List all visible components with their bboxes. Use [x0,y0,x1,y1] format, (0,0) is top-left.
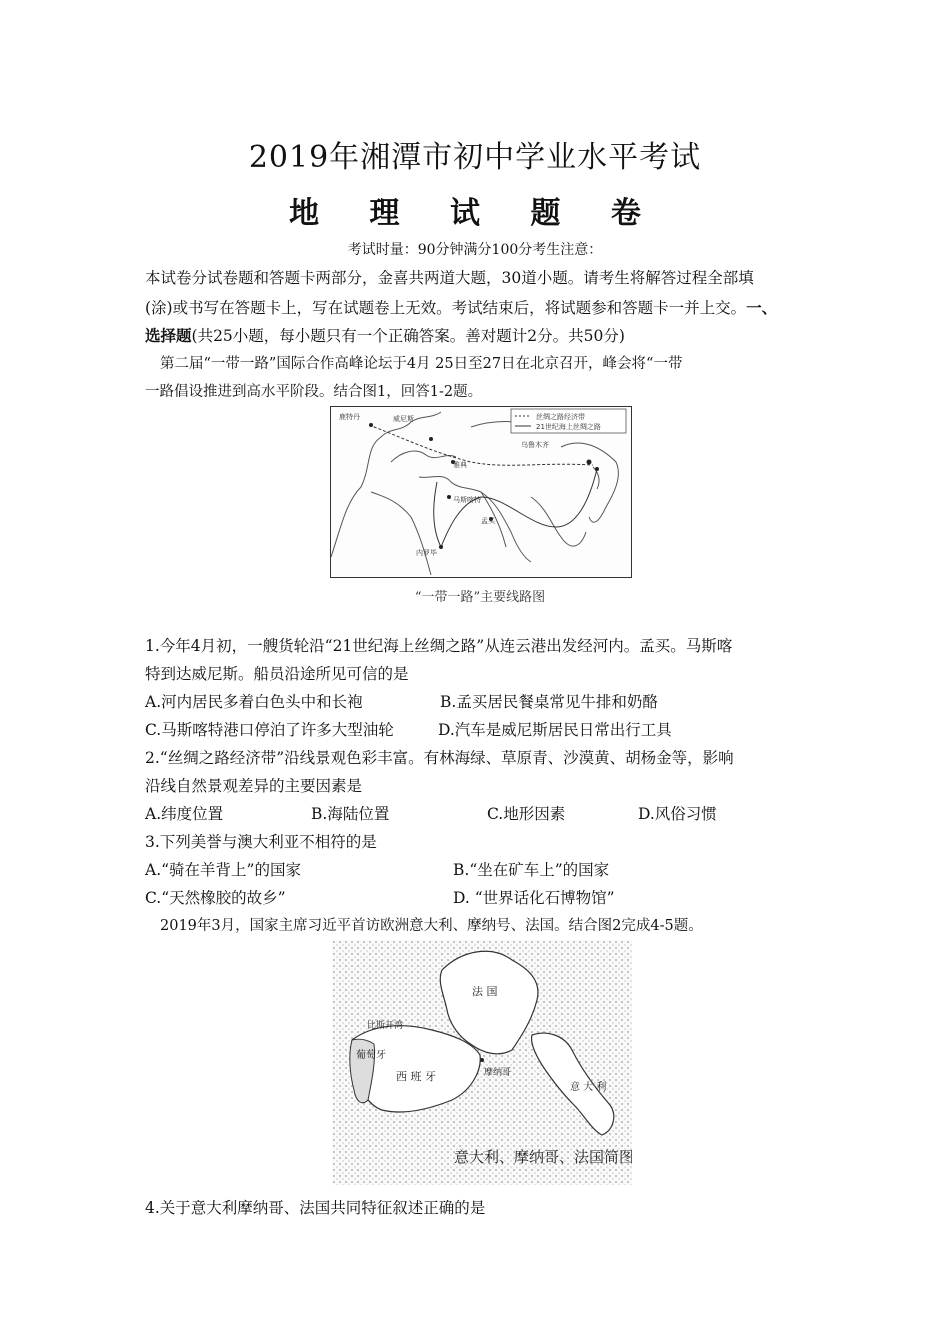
section-instructions: (共25小题，每小题只有一个正确答案。善对题计2分。共50分) [191,327,625,345]
q2-option-a: A.纬度位置 [145,805,224,823]
context1-line-2: 一路倡设推进到高水平阶段。结合图1，回答1-2题。 [145,384,483,400]
map1-caption: “一带一路”主要线路图 [414,590,546,605]
section-heading: 选择题 [145,326,192,345]
map2-caption: 意大利、摩纳哥、法国简图 [454,1148,632,1166]
exam-notice: 考试时量：90分钟满分100分考生注意： [347,242,603,258]
map2-label-france: 法 国 [472,985,498,998]
q2-option-d: D.风俗习惯 [638,805,717,823]
exam-subtitle: 地 理 试 题 卷 [289,196,661,231]
q2-line-1: 2.“丝绸之路经济带”沿线景观色彩丰富。有林海绿、草原青、沙漠黄、胡杨金等，影响 [145,749,734,767]
intro-line-3 [145,324,625,346]
belt-road-map [330,406,632,578]
map2-label-spain: 西 班 牙 [396,1070,436,1083]
q1-line-2: 特到达威尼斯。船员沿途所见可信的是 [145,665,409,683]
map1-label-nairobi: 内罗毕 [416,549,437,557]
map1-legend-1: 丝绸之路经济带 [536,413,585,421]
intro-line-2-text: (涂)或书写在答题卡上，写在试题卷上无效。考试结束后，将试题参和答题卡一并上交。 [145,299,747,317]
map1-label-venice: 威尼斯 [393,415,414,423]
q4-line-1: 4.关于意大利摩纳哥、法国共同特征叙述正确的是 [145,1199,486,1217]
q3-option-c: C.“天然橡胶的故乡” [145,889,286,907]
map2-label-monaco: 摩纳哥 [484,1068,512,1078]
q2-option-c: C.地形因素 [487,805,566,823]
section-number: 一、 [746,298,778,317]
q2-option-b: B.海陆位置 [311,805,390,823]
q1-option-a: A.河内居民多着白色头中和长袍 [145,693,363,711]
intro-line-2 [145,296,777,318]
belt-road-map-drawing [331,407,631,577]
map1-label-mumbai: 孟买 [481,517,495,525]
europe-map [332,940,632,1185]
q1-option-d: D.汽车是威尼斯居民日常出行工具 [438,721,672,739]
map2-label-biscay: 比斯开湾 [367,1021,404,1031]
context2-line-1: 2019年3月，国家主席习近平首访欧洲意大利、摩纳号、法国。结合图2完成4-5题。 [160,918,703,934]
q2-line-2: 沿线自然景观差异的主要因素是 [145,777,363,795]
map1-label-muscat: 马斯喀特 [453,496,481,504]
q3-option-b: B.“坐在矿车上”的国家 [453,861,610,879]
map1-label-rotterdam: 鹿特丹 [339,413,360,421]
map1-label-athens: 雅典 [453,461,467,469]
map1-legend-2: 21世纪海上丝绸之路 [536,423,601,431]
map2-label-portugal: 葡萄牙 [356,1050,386,1061]
map1-label-urumqi: 乌鲁木齐 [521,441,549,449]
q3-option-d: D. “世界话化石博物馆” [453,889,615,907]
q3-option-a: A.“骑在羊背上”的国家 [145,861,301,879]
map2-label-italy: 意 大 利 [570,1082,607,1093]
europe-map-drawing [332,940,632,1185]
q1-option-b: B.孟买居民餐桌常见牛排和奶酪 [440,693,658,711]
exam-title: 2019年湘潭市初中学业水平考试 [248,140,702,175]
q1-line-1: 1.今年4月初，一艘货轮沿“21世纪海上丝绸之路”从连云港出发经河内。孟买。马斯喀 [145,637,733,655]
q1-option-c: C.马斯喀特港口停泊了许多大型油轮 [145,721,394,739]
context1-line-1: 第二届“一带一路”国际合作高峰论坛于4月 25日至27日在北京召开，峰会将“一带 [160,356,683,372]
intro-line-1: 本试卷分试卷题和答题卡两部分，金喜共两道大题，30道小题。请考生将解答过程全部填 [145,269,754,287]
q3-line-1: 3.下列美誉与澳大利亚不相符的是 [145,833,377,851]
